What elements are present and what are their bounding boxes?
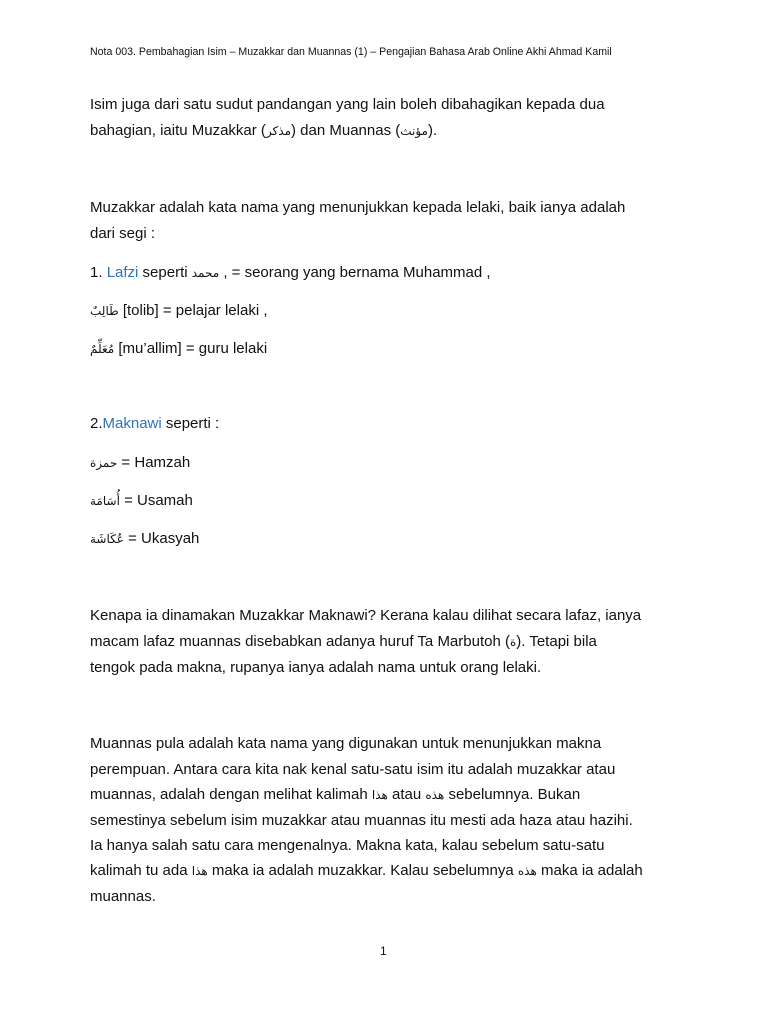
arabic-word: مُعَلِّمٌ [90,342,115,356]
text-line [90,659,541,677]
arabic-word: طَالِبٌ [90,304,119,318]
text-line [90,415,219,433]
text-line [90,199,625,217]
text-segment: 2. [90,415,103,432]
arabic-word: مؤنث [400,124,428,138]
text-segment: sebelumnya. Bukan [444,786,581,803]
text-segment: = Ukasyah [123,530,200,547]
text-line [90,862,643,880]
text-segment: muannas, adalah dengan melihat kalimah [90,786,372,803]
text-line [90,340,267,358]
text-line [90,225,155,243]
text-segment: [tolib] = pelajar lelaki , [118,302,268,319]
page-header: Nota 003. Pembahagian Isim – Muzakkar dan Muannas (1) – Pengajian Bahasa Arab Online Akhi Ahmad Kamil [90,46,612,58]
highlighted-term: Maknawi [102,415,162,432]
text-segment: dari segi : [90,225,156,242]
text-line [90,492,193,510]
text-line [90,607,641,625]
arabic-word: حمزة [90,456,118,470]
text-segment: Isim juga dari satu sudut pandangan yang lain boleh dibahagikan kepada dua [90,96,605,113]
arabic-word: عُكَاشَة [90,532,124,546]
text-segment: atau [387,786,426,803]
text-line [90,786,580,804]
text-segment: macam lafaz muannas disebabkan adanya huruf Ta Marbutoh ( [90,633,510,650]
text-line [90,837,604,855]
text-segment: , = seorang yang bernama Muhammad , [219,264,491,281]
text-line [90,633,597,651]
arabic-word: هذا [371,788,388,802]
text-segment: Ia hanya salah satu cara mengenalnya. Makna kata, kalau sebelum satu-satu [90,837,605,854]
text-segment: tengok pada makna, rupanya ianya adalah nama untuk orang lelaki. [90,659,542,676]
text-segment: seperti : [161,415,220,432]
text-line [90,122,437,140]
text-segment: semestinya sebelum isim muzakkar atau muannas itu mesti ada haza atau hazihi. [90,812,633,829]
text-line [90,761,615,779]
text-segment: [mu’allim] = guru lelaki [114,340,268,357]
text-line [90,302,267,320]
text-segment: = Hamzah [117,454,191,471]
arabic-word: محمد [191,266,220,280]
arabic-word: هذه [517,864,537,878]
text-segment: maka ia adalah [536,862,643,879]
text-segment: ) dan Muannas ( [291,122,401,139]
text-segment: Muannas pula adalah kata nama yang digunakan untuk menunjukkan makna [90,735,602,752]
arabic-word: هذه [425,788,445,802]
arabic-word: مذكر [265,124,291,138]
page-number: 1 [380,944,387,958]
text-segment: Kenapa ia dinamakan Muzakkar Maknawi? Kerana kalau dilihat secara lafaz, ianya [90,607,642,624]
text-segment: seperti [138,264,192,281]
text-line [90,454,190,472]
arabic-word: أُسَامَة [90,494,120,508]
text-line [90,530,199,548]
highlighted-term: Lafzi [106,264,139,281]
text-segment: ). Tetapi bila [516,633,597,650]
text-segment: maka ia adalah muzakkar. Kalau sebelumnya [207,862,518,879]
arabic-word: هذا [191,864,208,878]
arabic-word: ة [509,635,517,649]
text-segment: 1. [90,264,107,281]
text-segment: muannas. [90,888,156,905]
text-segment: perempuan. Antara cara kita nak kenal satu-satu isim itu adalah muzakkar atau [90,761,616,778]
text-line [90,735,601,753]
text-segment: = Usamah [119,492,193,509]
text-line [90,812,633,830]
text-line [90,96,605,114]
text-line [90,264,491,282]
text-line [90,888,156,906]
text-segment: kalimah tu ada [90,862,192,879]
text-segment: Muzakkar adalah kata nama yang menunjukkan kepada lelaki, baik ianya adalah [90,199,626,216]
text-segment: bahagian, iaitu Muzakkar ( [90,122,266,139]
text-segment: ). [427,122,438,139]
